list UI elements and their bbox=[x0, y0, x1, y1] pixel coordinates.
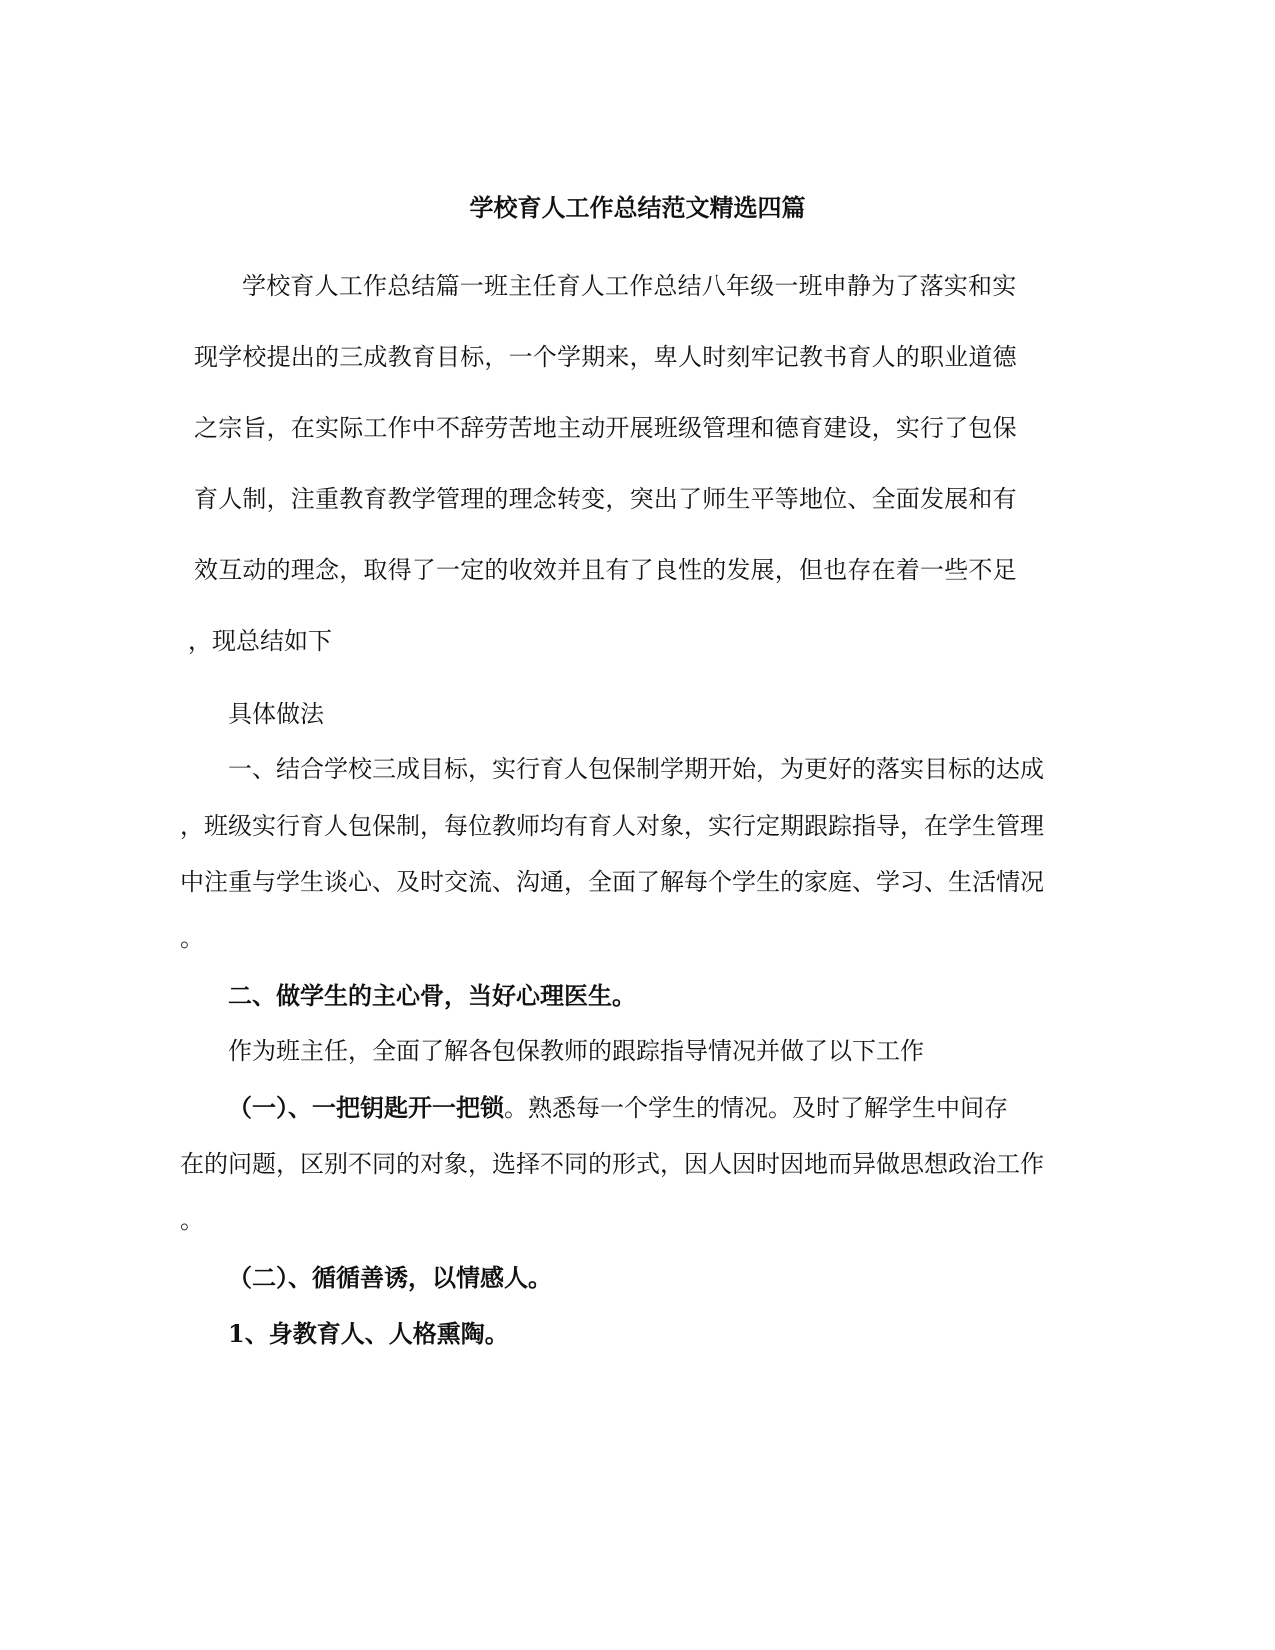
item1-first-line bbox=[228, 1092, 1008, 1124]
item1-bold-text: （一）、一把钥匙开一把锁 bbox=[228, 1093, 504, 1122]
part2-heading: 二、做学生的主心骨，当好心理医生。 bbox=[228, 981, 636, 1010]
item1-rest-text: 。熟悉每一个学生的情况。及时了解学生中间存 bbox=[504, 1094, 1008, 1122]
intro-line: 育人制，注重教育教学管理的理念转变，突出了师生平等地位、全面发展和有 bbox=[194, 485, 1017, 513]
intro-line: 现学校提出的三成教育目标，一个学期来，卑人时刻牢记教书育人的职业道德 bbox=[194, 343, 1017, 371]
item3-heading: 1、身教育人、人格熏陶。 bbox=[228, 1319, 509, 1348]
section-heading: 具体做法 bbox=[228, 700, 324, 728]
part1-line: 中注重与学生谈心、及时交流、沟通，全面了解每个学生的家庭、学习、生活情况 bbox=[180, 868, 1044, 896]
intro-line: 学校育人工作总结篇一班主任育人工作总结八年级一班申静为了落实和实 bbox=[242, 272, 1017, 300]
part1-line: 一、结合学校三成目标，实行育人包保制学期开始，为更好的落实目标的达成 bbox=[228, 755, 1044, 783]
intro-line: ，现总结如下 bbox=[188, 627, 332, 655]
part1-line: 。 bbox=[180, 924, 204, 952]
part1-line: ，班级实行育人包保制，每位教师均有育人对象，实行定期跟踪指导，在学生管理 bbox=[180, 812, 1044, 840]
intro-line: 效互动的理念，取得了一定的收效并且有了良性的发展，但也存在着一些不足 bbox=[194, 556, 1017, 584]
item2-heading: （二）、循循善诱，以情感人。 bbox=[228, 1263, 552, 1292]
intro-line: 之宗旨，在实际工作中不辞劳苦地主动开展班级管理和德育建设，实行了包保 bbox=[194, 414, 1017, 442]
item1-line: 。 bbox=[180, 1206, 204, 1234]
item1-line: 在的问题，区别不同的对象，选择不同的形式，因人因时因地而异做思想政治工作 bbox=[180, 1150, 1044, 1178]
document-title: 学校育人工作总结范文精选四篇 bbox=[469, 193, 806, 222]
part2-intro: 作为班主任，全面了解各包保教师的跟踪指导情况并做了以下工作 bbox=[228, 1037, 924, 1065]
